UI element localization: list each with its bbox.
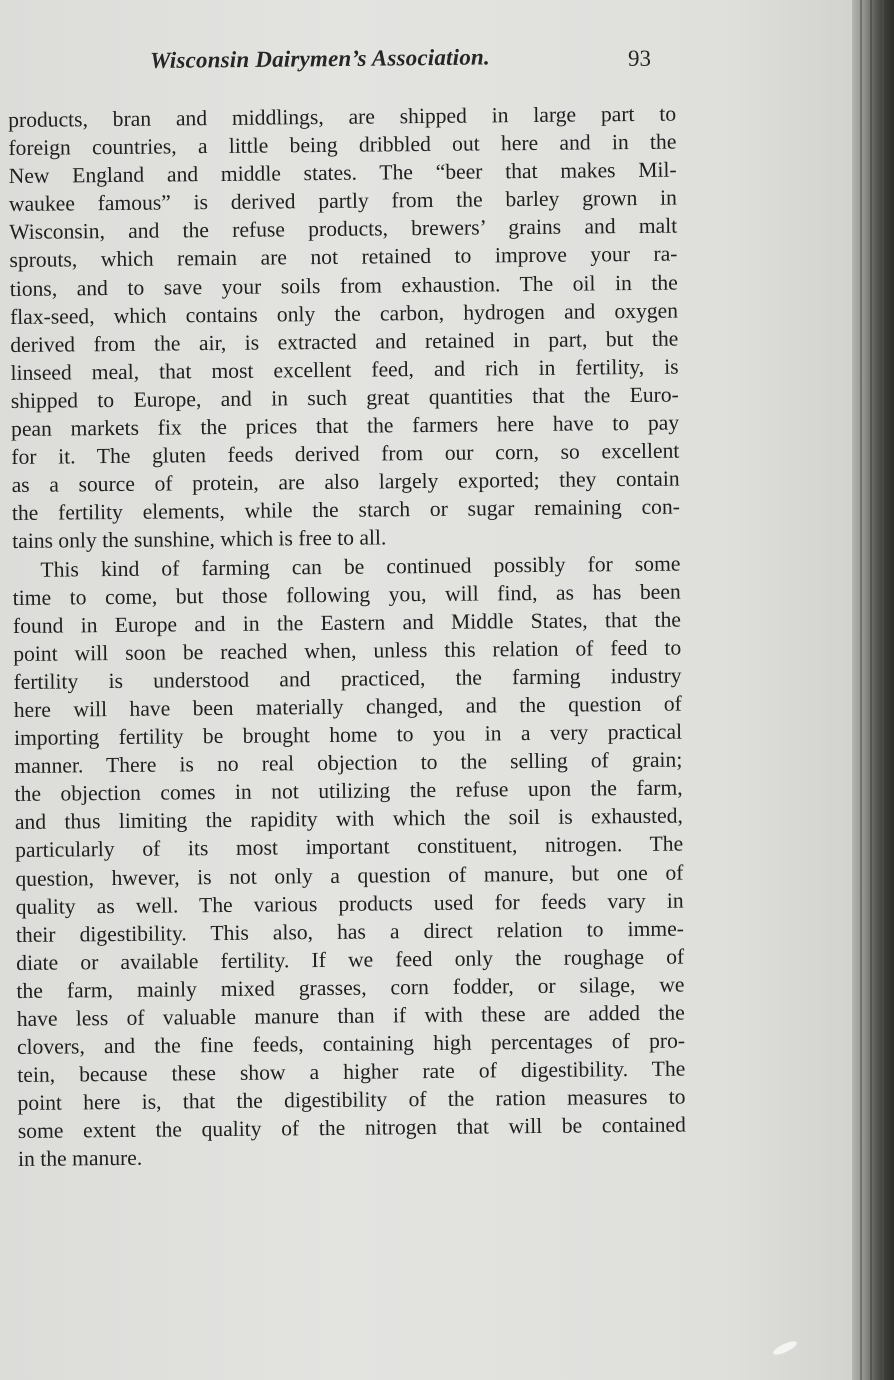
text-line: the fertility elements, while the starch or sugar remaining con- xyxy=(11,494,680,526)
text-line: clovers, and the fine feeds, containing high percentages of pro- xyxy=(16,1028,686,1060)
text-line: Wisconsin, and the refuse products, brewers’ grains and malt xyxy=(9,213,678,245)
binding-line xyxy=(882,0,884,1380)
text-line: particularly of its most important constituent, nitrogen. The xyxy=(15,831,684,863)
text-line: diate or available fertility. If we feed only the roughage of xyxy=(16,944,685,975)
text-line: waukee famous” is derived partly from the barley grown in xyxy=(8,185,678,217)
text-line: the objection comes in not utilizing the refuse upon the farm, xyxy=(14,775,683,807)
text-line: quality as well. The various products used for feeds vary in xyxy=(15,888,684,919)
text-line: time to come, but those following you, will find, as has been xyxy=(12,579,681,610)
text-line: sprouts, which remain are not retained to improve your ra- xyxy=(9,242,678,273)
text-line: This kind of farming can be continued possibly for some xyxy=(40,551,681,582)
text-line: products, bran and middlings, are shipped in large part to xyxy=(8,101,677,132)
text-line: tains only the sunshine, which is free to all. xyxy=(12,525,387,554)
text-line: question, hwever, is not only a question of manure, but one of xyxy=(15,860,684,891)
paragraph-2 xyxy=(12,549,686,1173)
text-line: here will have been materially changed, and the question of xyxy=(13,691,682,722)
text-line: tions, and to save your soils from exhaustion. The oil in the xyxy=(9,270,678,301)
binding-line xyxy=(870,0,872,1380)
text-line: manner. There is no real objection to the selling of grain; xyxy=(14,747,683,779)
paper-speck xyxy=(772,1339,799,1357)
running-title: Wisconsin Dairymen’s Association. xyxy=(149,44,491,73)
page-number: 93 xyxy=(628,46,651,71)
text-line: shipped to Europe, and in such great quantities that the Euro- xyxy=(10,382,679,413)
text-line: as a source of protein, are also largely exported; they contain xyxy=(11,466,680,498)
text-line: New England and middle states. The “beer that makes Mil- xyxy=(8,157,677,189)
text-line: the farm, mainly mixed grasses, corn fodder, or silage, we xyxy=(16,972,685,1003)
text-line: and thus limiting the rapidity with which the soil is exhausted, xyxy=(14,803,683,835)
binding-line xyxy=(860,0,862,1380)
text-line: pean markets fix the prices that the farmers here have to pay xyxy=(10,410,680,442)
text-line: point will soon be reached when, unless this relation of feed to xyxy=(13,635,682,666)
body-text xyxy=(8,100,686,1174)
text-line: found in Europe and in the Eastern and Middle States, that the xyxy=(12,607,682,638)
paragraph-1 xyxy=(8,100,680,556)
book-binding-edge xyxy=(852,0,894,1380)
text-line: foreign countries, a little being dribbled out here and in the xyxy=(8,129,677,161)
text-line: their digestibility. This also, has a direct relation to imme- xyxy=(15,916,685,947)
text-line: have less of valuable manure than if with these are added the xyxy=(16,1000,685,1031)
text-line: some extent the quality of the nitrogen that will be contained xyxy=(17,1112,686,1144)
text-line: importing fertility be brought home to you in a very practical xyxy=(13,719,683,751)
text-line: flax-seed, which contains only the carbon, hydrogen and oxygen xyxy=(9,298,679,329)
text-line: derived from the air, is extracted and retained in part, but the xyxy=(10,326,679,357)
text-line: point here is, that the digestibility of the ration measures to xyxy=(17,1084,686,1116)
text-line: linseed meal, that most excellent feed, and rich in fertility, is xyxy=(10,354,679,385)
text-line: in the manure. xyxy=(17,1146,143,1172)
text-line: fertility is understood and practiced, the farming industry xyxy=(13,663,682,694)
text-line: for it. The gluten feeds derived from our corn, so excellent xyxy=(11,438,680,470)
text-line: tein, because these show a higher rate of digestibility. The xyxy=(17,1056,686,1088)
